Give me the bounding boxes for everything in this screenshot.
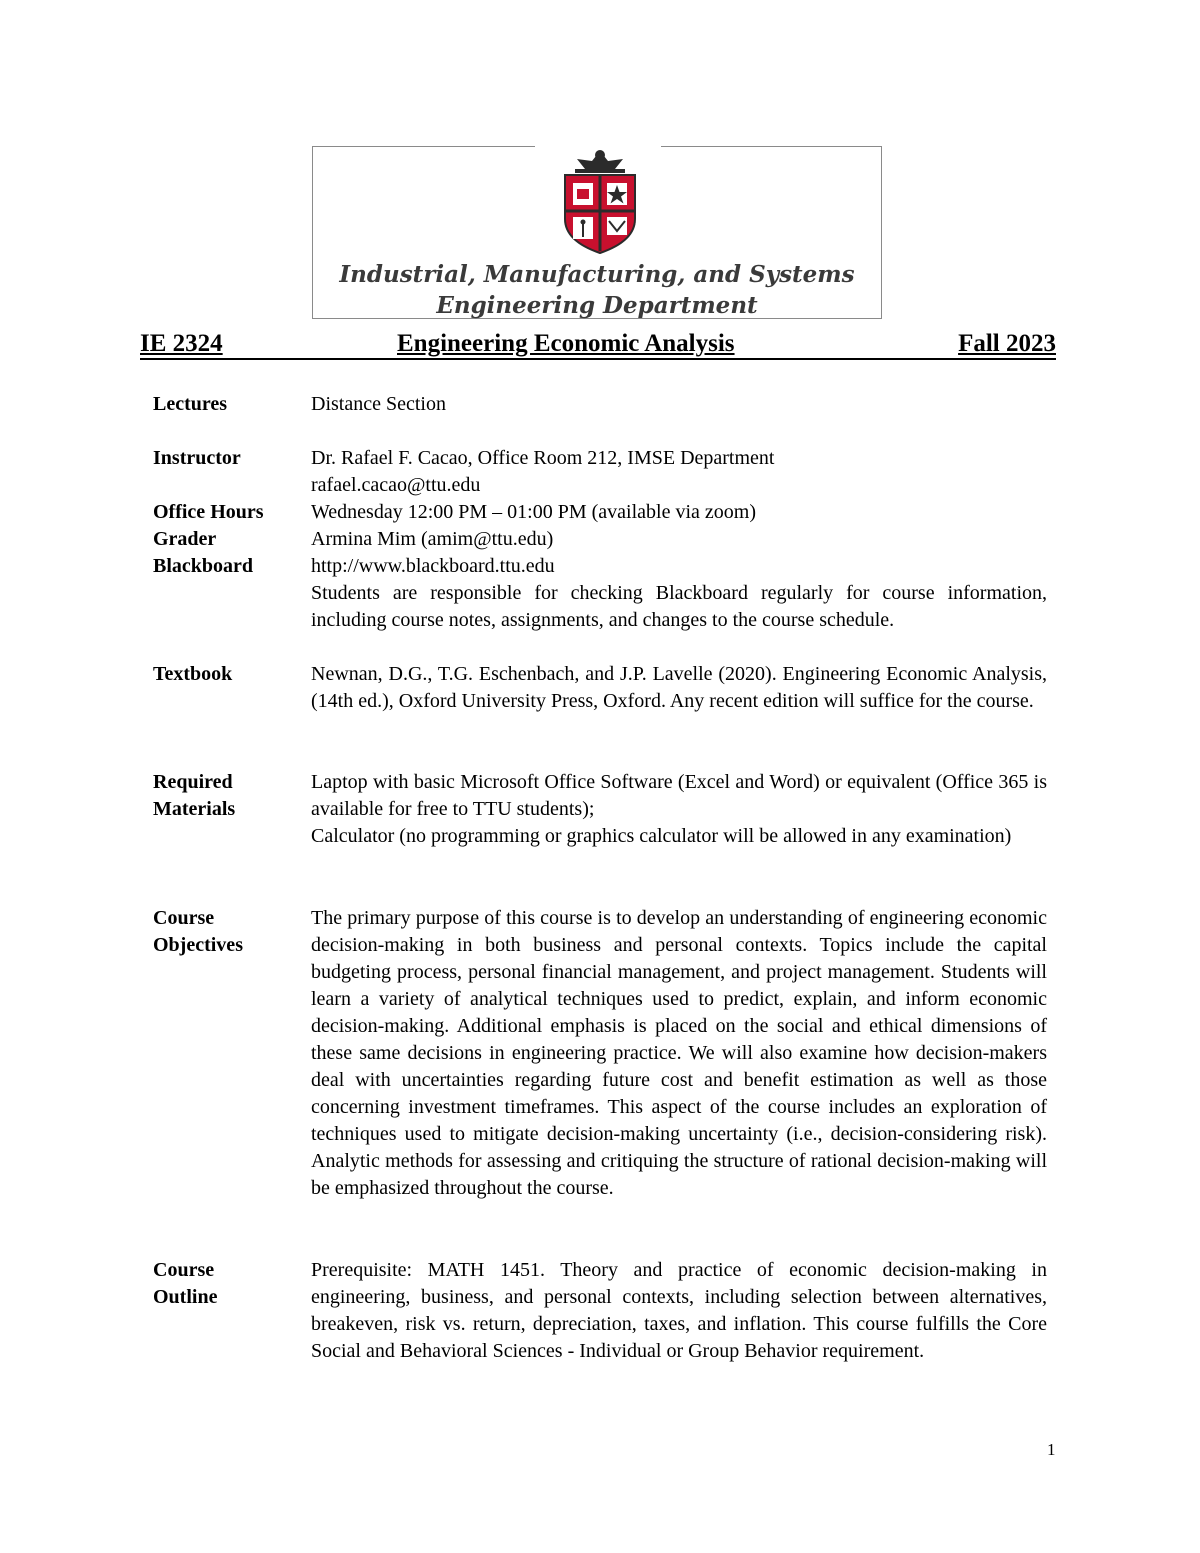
grader-label: Grader — [153, 528, 217, 550]
course-title: Engineering Economic Analysis — [397, 330, 735, 357]
instructor-label: Instructor — [153, 447, 241, 469]
blackboard-value — [311, 553, 1047, 634]
university-seal-icon — [557, 147, 643, 255]
blackboard-url[interactable]: http://www.blackboard.ttu.edu — [311, 555, 555, 577]
required-materials-laptop: Laptop with basic Microsoft Office Software (Excel and Word) or equivalent (Office 365 is available for free to TTU students); — [311, 771, 1047, 820]
grader-value: Armina Mim (amim@ttu.edu) — [311, 528, 554, 550]
office-hours-value: Wednesday 12:00 PM – 01:00 PM (available via zoom) — [311, 501, 756, 523]
required-materials-label — [153, 769, 303, 823]
course-outline-label — [153, 1257, 303, 1311]
course-outline-label-line2: Outline — [153, 1286, 218, 1308]
lectures-label: Lectures — [153, 393, 228, 415]
course-objectives-value: The primary purpose of this course is to develop an understanding of engineering economic decision-making in both business and personal contexts. Topics include the capital budgeting process, personal financial management, and project management. Students will learn a variety of analytical techniques used to predict, explain, and inform economic decision-making. Additional emphasis is placed on the social and ethical dimensions of these same decisions in engineering practice. We will also examine how decision-makers deal with uncertainties regarding future cost and benefit estimation as well as those concerning investment timeframes. This aspect of the course includes an exploration of techniques used to mitigate decision-making uncertainty (i.e., decision-considering risk). Analytic methods for assessing and critiquing the structure of rational decision-making will be emphasized throughout the course. — [311, 907, 1047, 1199]
page-number: 1 — [1047, 1440, 1056, 1459]
course-outline-label-line1: Course — [153, 1259, 215, 1281]
required-materials-label-line1: Required — [153, 771, 233, 793]
department-name-line1: Industrial, Manufacturing, and Systems — [339, 261, 855, 288]
course-term: Fall 2023 — [958, 330, 1056, 357]
course-objectives-label — [153, 905, 303, 959]
course-outline-value: Prerequisite: MATH 1451. Theory and practice of economic decision-making in engineering, business, and personal contexts, including selection between alternatives, breakeven, risk vs. return, depreciation, taxes, and inflation. This course fulfills the Core Social and Behavioral Sciences - Individual or Group Behavior requirement. — [311, 1259, 1047, 1362]
course-code: IE 2324 — [140, 330, 223, 357]
department-name-line2: Engineering Department — [436, 292, 758, 319]
required-materials-value — [311, 769, 1047, 850]
required-materials-label-line2: Materials — [153, 798, 236, 820]
textbook-label: Textbook — [153, 663, 233, 685]
textbook-value: Newnan, D.G., T.G. Eschenbach, and J.P. Lavelle (2020). Engineering Economic Analysis, (14th ed.), Oxford University Press, Oxford. Any recent edition will suffice for the course. — [311, 663, 1047, 712]
instructor-value — [311, 445, 1047, 499]
instructor-email[interactable]: rafael.cacao@ttu.edu — [311, 474, 481, 496]
lectures-value: Distance Section — [311, 393, 446, 415]
instructor-name-office: Dr. Rafael F. Cacao, Office Room 212, IMSE Department — [311, 447, 775, 469]
department-logo-box — [312, 146, 882, 319]
course-objectives-label-line1: Course — [153, 907, 215, 929]
course-header — [140, 330, 1056, 360]
blackboard-label: Blackboard — [153, 555, 254, 577]
office-hours-label: Office Hours — [153, 501, 264, 523]
course-objectives-label-line2: Objectives — [153, 934, 243, 956]
required-materials-calculator: Calculator (no programming or graphics calculator will be allowed in any examination) — [311, 825, 1012, 847]
blackboard-note: Students are responsible for checking Blackboard regularly for course information, including course notes, assignments, and changes to the course schedule. — [311, 582, 1047, 631]
